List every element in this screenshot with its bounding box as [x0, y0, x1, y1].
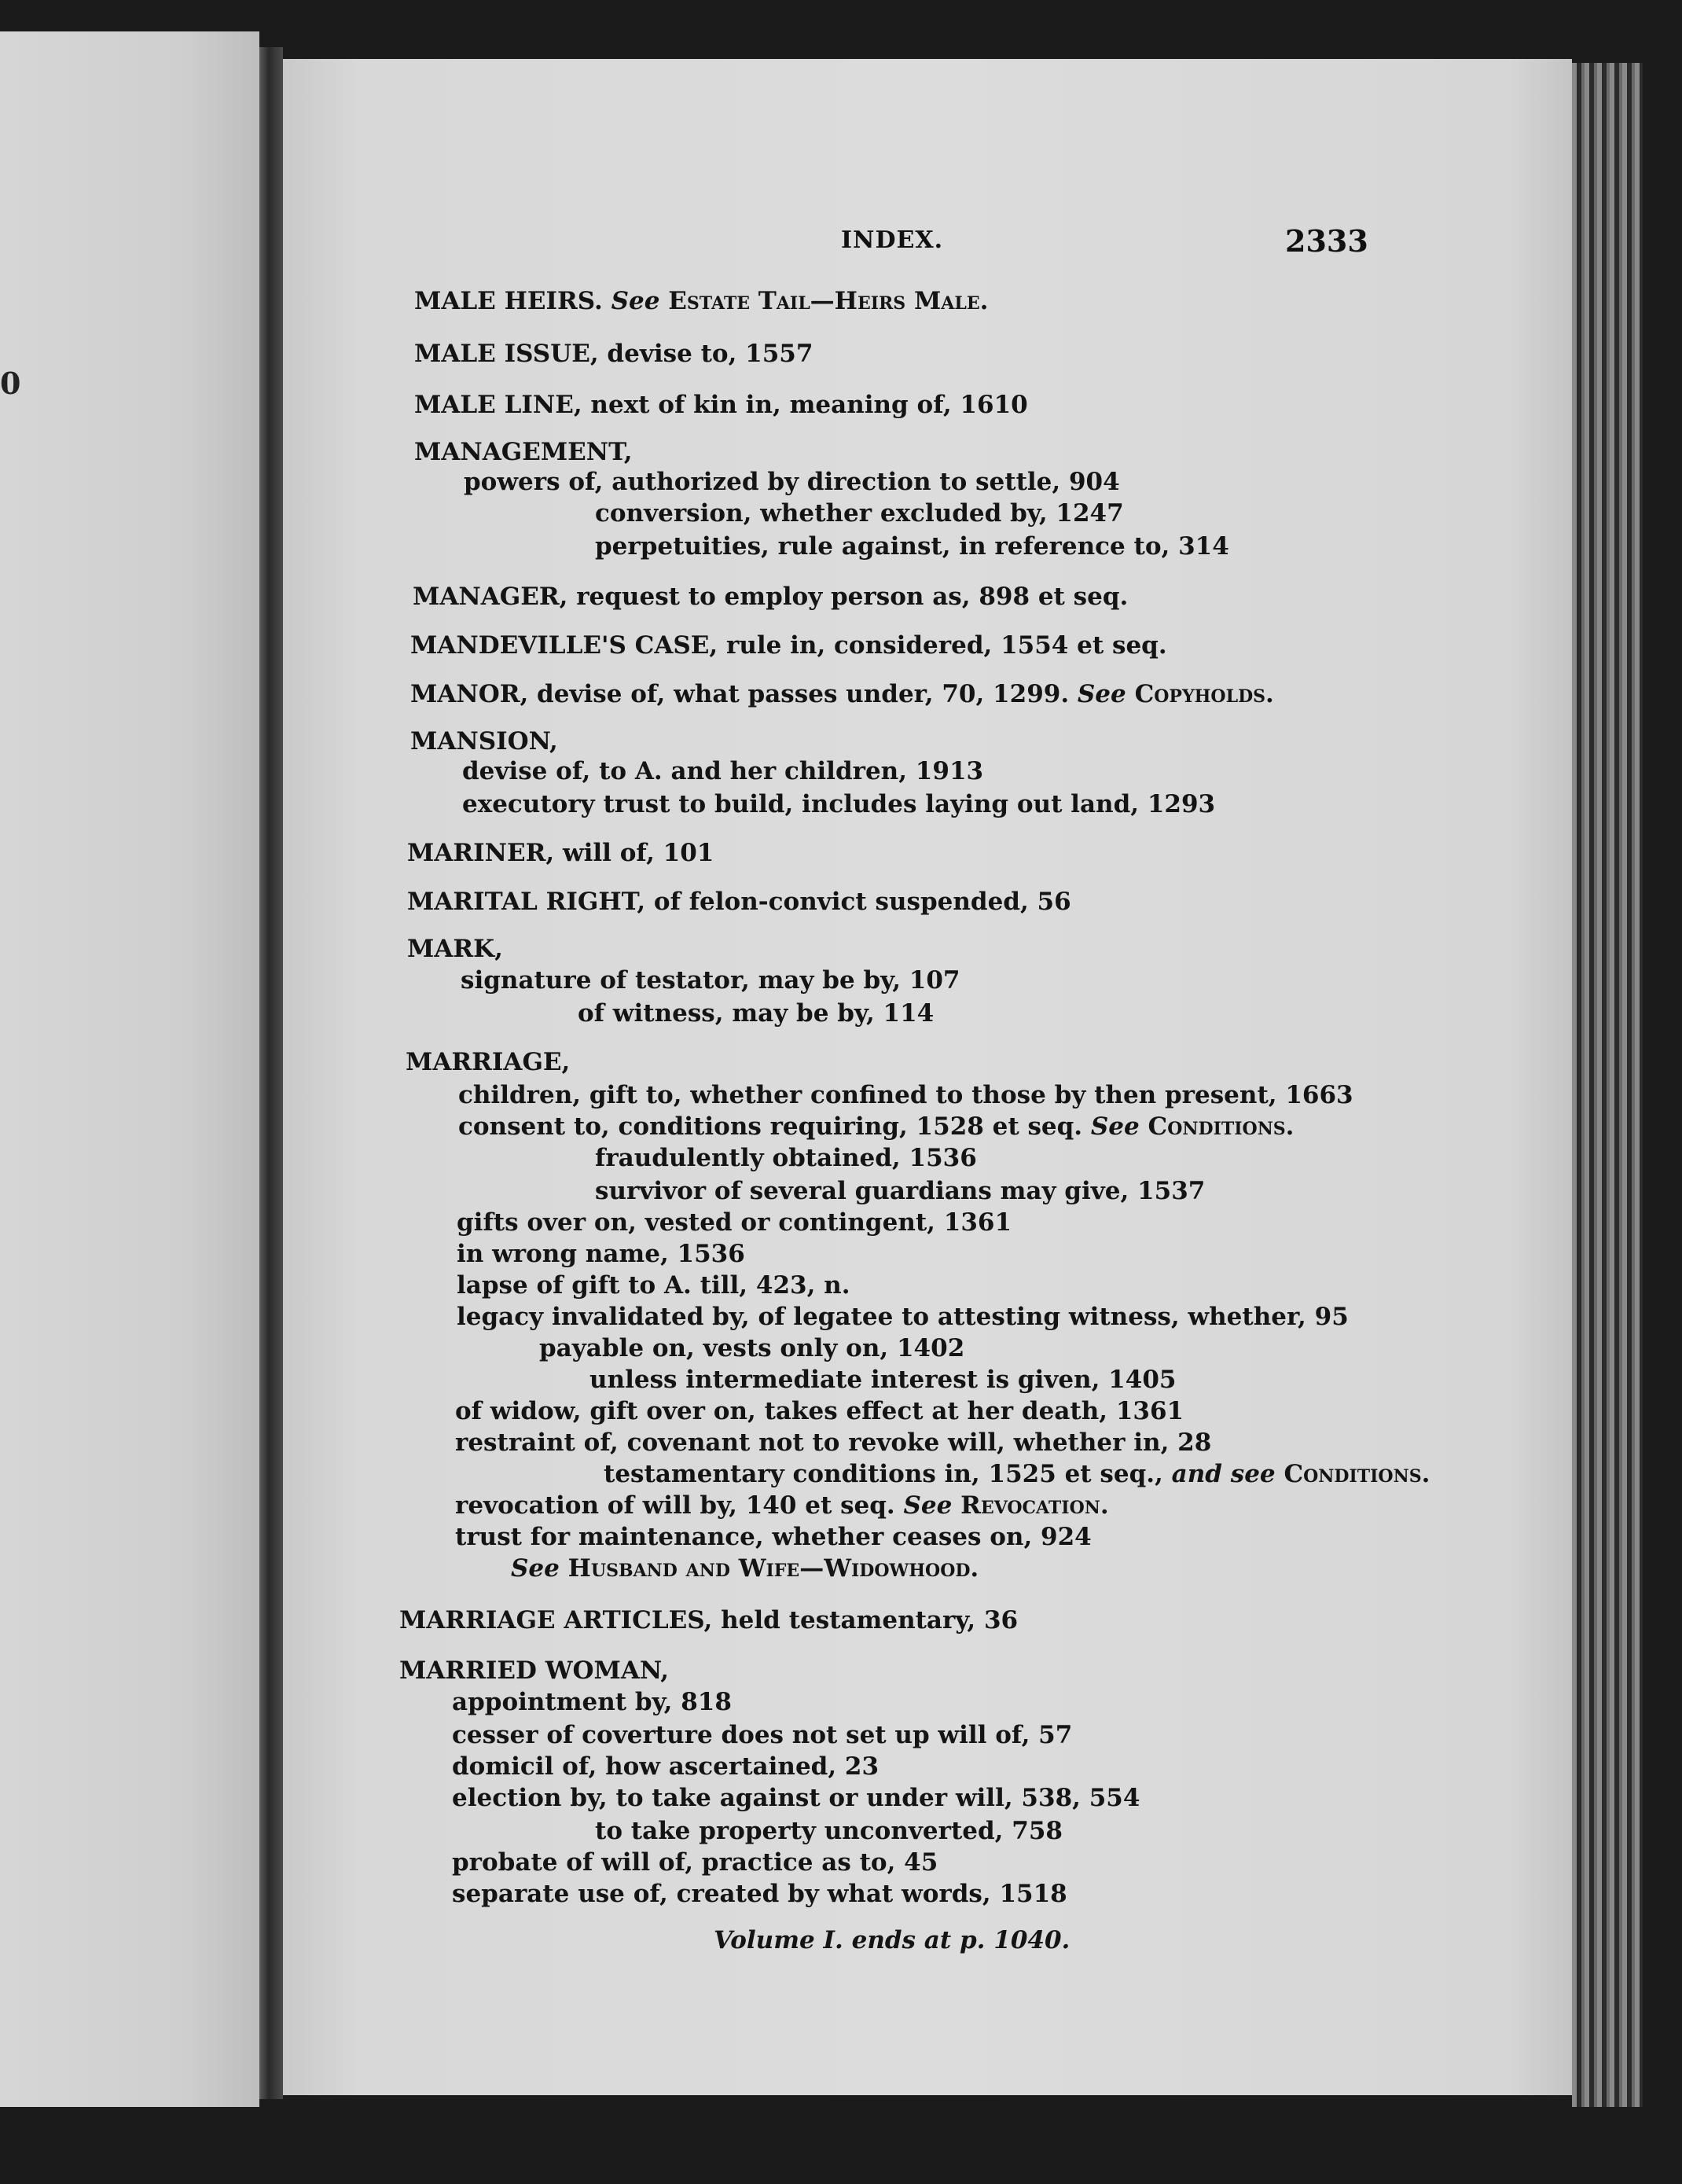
index-line: lapse of gift to A. till, 423, n. — [457, 1271, 850, 1300]
left-page-fragment: 0 — [0, 366, 21, 401]
index-line: to take property unconverted, 758 — [595, 1817, 1063, 1845]
index-line: of witness, may be by, 114 — [578, 999, 935, 1028]
index-line: unless intermediate interest is given, 1405 — [589, 1366, 1177, 1394]
index-line: conversion, whether excluded by, 1247 — [595, 499, 1124, 528]
index-line: devise of, to A. and her children, 1913 — [462, 757, 984, 785]
index-line: MARK, — [407, 935, 503, 963]
index-line: perpetuities, rule against, in reference to, 314 — [595, 532, 1229, 561]
index-line: probate of will of, practice as to, 45 — [452, 1848, 938, 1877]
index-line: cesser of coverture does not set up will of, 57 — [452, 1721, 1073, 1749]
index-line: in wrong name, 1536 — [457, 1240, 745, 1268]
index-line: appointment by, 818 — [452, 1688, 732, 1716]
index-line: powers of, authorized by direction to settle, 904 — [464, 468, 1120, 496]
index-line: MARRIAGE ARTICLES, held testamentary, 36 — [399, 1606, 1019, 1634]
index-line: domicil of, how ascertained, 23 — [452, 1752, 880, 1781]
index-line: fraudulently obtained, 1536 — [595, 1144, 977, 1172]
index-line: separate use of, created by what words, 1518 — [452, 1880, 1067, 1908]
index-line: children, gift to, whether confined to those by then present, 1663 — [458, 1081, 1353, 1109]
volume-note: Volume I. ends at p. 1040. — [714, 1926, 1071, 1954]
index-line: gifts over on, vested or contingent, 1361 — [457, 1208, 1012, 1237]
index-line: MALE LINE, next of kin in, meaning of, 1610 — [414, 391, 1028, 419]
index-line: executory trust to build, includes laying out land, 1293 — [462, 790, 1216, 818]
index-line: MARRIED WOMAN, — [399, 1656, 670, 1685]
index-line: restraint of, covenant not to revoke will, whether in, 28 — [455, 1428, 1212, 1457]
index-line: MALE ISSUE, devise to, 1557 — [414, 340, 813, 368]
index-line: MARINER, will of, 101 — [407, 839, 714, 867]
index-line: survivor of several guardians may give, 1537 — [595, 1177, 1206, 1205]
running-header: INDEX. — [841, 226, 944, 254]
index-line: consent to, conditions requiring, 1528 et seq. See Conditions. — [458, 1112, 1295, 1141]
index-line: signature of testator, may be by, 107 — [461, 966, 960, 995]
index-line: MALE HEIRS. See Estate Tail—Heirs Male. — [414, 287, 989, 315]
index-line: revocation of will by, 140 et seq. See Revocation. — [455, 1491, 1109, 1520]
index-line: election by, to take against or under will, 538, 554 — [452, 1784, 1140, 1812]
page-number: 2333 — [1285, 223, 1368, 259]
index-line: MANDEVILLE'S CASE, rule in, considered, 1554 et seq. — [410, 631, 1167, 660]
index-line: See Husband and Wife—Widowhood. — [511, 1554, 979, 1583]
index-line: MARITAL RIGHT, of felon-convict suspended, 56 — [407, 888, 1071, 916]
index-line: payable on, vests only on, 1402 — [539, 1334, 965, 1362]
index-line: legacy invalidated by, of legatee to attesting witness, whether, 95 — [457, 1303, 1349, 1331]
index-line: trust for maintenance, whether ceases on, 924 — [455, 1523, 1092, 1551]
index-line: of widow, gift over on, takes effect at her death, 1361 — [455, 1397, 1184, 1425]
index-line: testamentary conditions in, 1525 et seq., and see Conditions. — [604, 1460, 1430, 1488]
index-line: MANSION, — [410, 727, 558, 756]
index-line: MANAGEMENT, — [414, 438, 633, 466]
index-line: MANAGER, request to employ person as, 898 et seq. — [413, 583, 1129, 611]
index-line: MANOR, devise of, what passes under, 70, 1299. See Copyholds. — [410, 680, 1274, 708]
index-line: MARRIAGE, — [406, 1048, 571, 1076]
